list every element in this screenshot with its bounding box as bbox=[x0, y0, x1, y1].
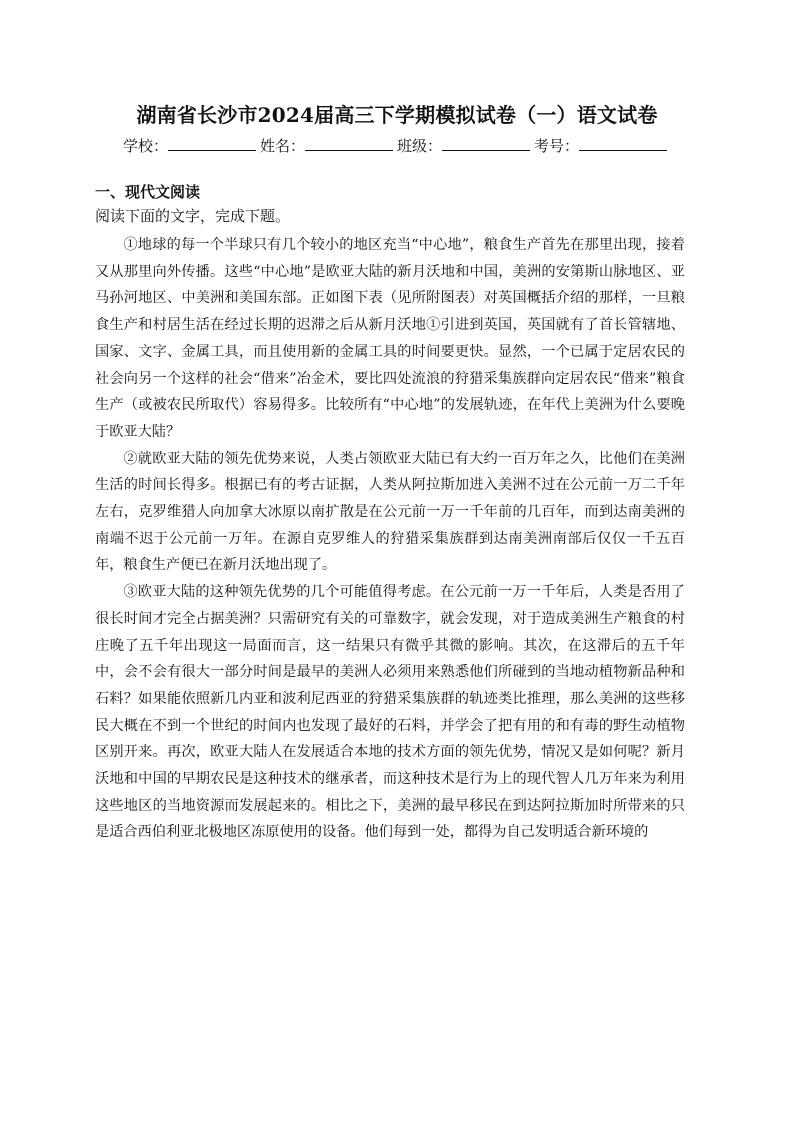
school-label: 学校： bbox=[122, 137, 168, 155]
class-label: 班级： bbox=[397, 137, 443, 155]
paragraph-1: ①地球的每一个半球只有几个较小的地区充当“中心地”，粮食生产首先在那里出现，接着又从那里向外传播。这些“中心地”是欧亚大陆的新月沃地和中国，美洲的安第斯山脉地区、亚马孙河地区、中美洲和美国东部。正如图下表（见所附图表）对英国概括介绍的那样，一旦粮食生产和村居生活在经过长期的迟滞之后从新月沃地①引进到英国，英国就有了首长管辖地、国家、文字、金属工具，而且使用新的金属工具的时间要更快。显然，一个已属于定居农民的社会向另一个这样的社会“借来”冶金术，要比四处流浪的狩猎采集族群向定居农民“借来”粮食生产（或被农民所取代）容易得多。比较所有“中心地”的发展轨迹，在年代上美洲为什么要晚于欧亚大陆？ bbox=[95, 237, 685, 440]
reading-instruction: 阅读下面的文字，完成下题。 bbox=[95, 207, 291, 225]
exam-title: 湖南省长沙市2024届高三下学期模拟试卷（一）语文试卷 bbox=[136, 103, 658, 127]
section-heading: 一、现代文阅读 bbox=[95, 183, 201, 201]
reading-passage bbox=[95, 232, 685, 846]
class-blank bbox=[442, 133, 530, 151]
name-label: 姓名： bbox=[259, 137, 305, 155]
student-info-line bbox=[0, 133, 794, 159]
school-blank bbox=[168, 133, 256, 151]
exam-number-blank bbox=[579, 133, 667, 151]
paragraph-2: ②就欧亚大陆的领先优势来说，人类占领欧亚大陆已有大约一百万年之久，比他们在美洲生活的时间长得多。根据已有的考古证据，人类从阿拉斯加进入美洲不过在公元前一万二千年左右，克罗维猎人向加拿大冰原以南扩散是在公元前一万一千年前的几百年，而到达南美洲的南端不迟于公元前一万年。在源自克罗维人的狩猎采集族群到达南美洲南部后仅仅一千五百年，粮食生产便已在新月沃地出现了。 bbox=[95, 450, 685, 574]
exam-number-label: 考号： bbox=[534, 137, 580, 155]
name-blank bbox=[305, 133, 393, 151]
paragraph-3: ③欧亚大陆的这种领先优势的几个可能值得考虑。在公元前一万一千年后，人类是否用了很长时间才完全占据美洲？只需研究有关的可靠数字，就会发现，对于造成美洲生产粮食的村庄晚了五千年出现这一局面而言，这一结果只有微乎其微的影响。其次，在这滞后的五千年中，会不会有很大一部分时间是最早的美洲人必须用来熟悉他们所碰到的当地动植物新品种和石料？如果能依照新几内亚和波利尼西亚的狩猎采集族群的轨迹类比推理，那么美洲的这些移民大概在不到一个世纪的时间内也发现了最好的石料，并学会了把有用的和有毒的野生动植物区别开来。再次，欧亚大陆人在发展适合本地的技术方面的领先优势，情况又是如何呢？新月沃地和中国的早期农民是这种技术的继承者，而这种技术是行为上的现代智人几万年来为利用这些地区的当地资源而发展起来的。相比之下，美洲的最早移民在到达阿拉斯加时所带来的只是适合西伯利亚北极地区冻原使用的设备。他们每到一处，都得为自己发明适合新环境的 bbox=[95, 584, 685, 841]
